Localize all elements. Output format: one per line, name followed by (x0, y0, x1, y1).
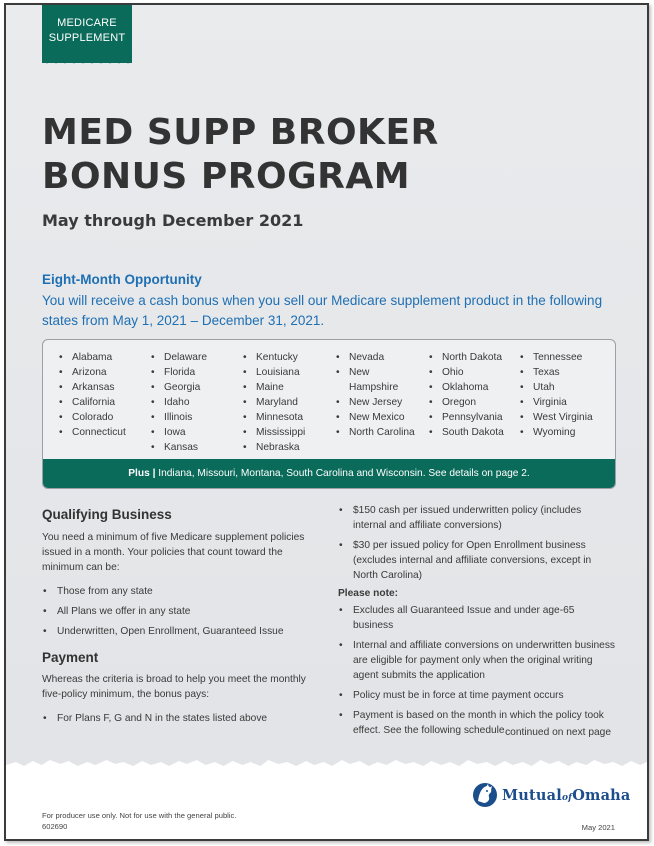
state-item: • Maine (241, 380, 305, 395)
state-item: • Illinois (149, 410, 207, 425)
state-item: • South Dakota (427, 425, 504, 440)
state-item: • Virginia (518, 395, 593, 410)
state-item: • Georgia (149, 380, 207, 395)
state-item: • New (334, 365, 415, 380)
state-item: • Arizona (57, 365, 126, 380)
state-item: • Florida (149, 365, 207, 380)
document-page (4, 3, 649, 841)
states-column-3 (241, 350, 305, 455)
plus-label: Plus | (128, 468, 156, 479)
list-item: • $150 cash per issued underwritten policy (includes internal and affiliate conversions) (338, 503, 616, 533)
title-line-1: MED SUPP BROKER (42, 112, 439, 153)
list-item: • $30 per issued policy for Open Enrollment business (excludes internal and affiliate conversions, except in North Carolina) (338, 538, 616, 583)
state-item: • Louisiana (241, 365, 305, 380)
qualifying-intro: You need a minimum of five Medicare supplement policies issued in a month. Your policies that count toward the minimum can be: (42, 532, 305, 573)
notes-list (338, 603, 616, 738)
state-item: • Mississippi (241, 425, 305, 440)
states-column-6 (518, 350, 593, 440)
state-item: • Nebraska (241, 440, 305, 455)
medicare-supplement-tab (42, 5, 132, 63)
list-item: • Policy must be in force at time payment occurs (338, 688, 616, 703)
list-item: • Excludes all Guaranteed Issue and under age-65 business (338, 603, 616, 633)
state-item: • Utah (518, 380, 593, 395)
opportunity-heading: Eight-Month Opportunity (42, 272, 202, 287)
footer-date: May 2021 (581, 823, 615, 832)
payment-heading: Payment (42, 650, 99, 665)
states-column-5 (427, 350, 504, 440)
state-item: • Oklahoma (427, 380, 504, 395)
list-item: • Those from any state (42, 584, 314, 599)
opportunity-text: You will receive a cash bonus when you sell our Medicare supplement product in the following states from May 1, 2021 – December 31, 2021. (42, 293, 603, 328)
qualifying-heading: Qualifying Business (42, 507, 172, 522)
title-line-2: BONUS PROGRAM (42, 156, 411, 197)
states-column-4 (334, 350, 415, 440)
state-item: • Iowa (149, 425, 207, 440)
payment-intro: Whereas the criteria is broad to help you meet the monthly five-policy minimum, the bonus pays: (42, 674, 306, 700)
states-column-1 (57, 350, 126, 440)
state-item: • Ohio (427, 365, 504, 380)
list-item: • All Plans we offer in any state (42, 604, 314, 619)
logo-word-of: of (561, 793, 573, 803)
state-item: • Kansas (149, 440, 207, 455)
state-item: • Oregon (427, 395, 504, 410)
states-column-2 (149, 350, 207, 455)
plus-text: Indiana, Missouri, Montana, South Carolina and Wisconsin. See details on page 2. (155, 468, 530, 479)
state-item: • Idaho (149, 395, 207, 410)
state-item: • Delaware (149, 350, 207, 365)
footer-note-2: 602690 (42, 822, 68, 831)
qualifying-list (42, 584, 314, 639)
list-item: • Payment is based on the month in which the policy took effect. See the following schedule. (338, 708, 616, 738)
tab-line-1: MEDICARE (57, 17, 117, 29)
state-item: • West Virginia (518, 410, 593, 425)
state-item-continued: Hampshire (349, 382, 399, 393)
state-item: • Kentucky (241, 350, 305, 365)
tab-line-2: SUPPLEMENT (48, 32, 126, 44)
state-item: • California (57, 395, 126, 410)
state-item: • Arkansas (57, 380, 126, 395)
bonus-pay-list (338, 503, 616, 583)
payment-list (42, 711, 314, 726)
list-item: • Underwritten, Open Enrollment, Guaranteed Issue (42, 624, 314, 639)
state-item: • North Dakota (427, 350, 504, 365)
state-item: • Connecticut (57, 425, 126, 440)
state-item: • North Carolina (334, 425, 415, 440)
state-item: • Minnesota (241, 410, 305, 425)
state-item: • Maryland (241, 395, 305, 410)
logo-word-omaha: Omaha (572, 787, 631, 804)
states-box (42, 339, 616, 489)
mutual-of-omaha-logo (472, 781, 631, 813)
plus-states-bar (43, 459, 615, 488)
continued-note: continued on next page (505, 727, 611, 738)
logo-word-mutual: Mutual (502, 787, 562, 804)
state-item: • New Jersey (334, 395, 415, 410)
state-item: • New Mexico (334, 410, 415, 425)
state-item: • Nevada (334, 350, 415, 365)
indian-head-logo-icon (472, 781, 498, 809)
footer-disclaimer (42, 810, 236, 832)
state-item: • Texas (518, 365, 593, 380)
logo-wordmark (502, 787, 631, 804)
state-item: • Wyoming (518, 425, 593, 440)
page-title (42, 111, 522, 199)
list-item: • Internal and affiliate conversions on underwritten business are eligible for payment only when the original writing agent submits the application (338, 638, 616, 683)
note-heading: Please note: (338, 588, 399, 599)
state-item: • Colorado (57, 410, 126, 425)
page-subtitle: May through December 2021 (42, 211, 304, 230)
state-item: • Alabama (57, 350, 126, 365)
state-item: • Pennsylvania (427, 410, 504, 425)
footer-note-1: For producer use only. Not for use with the general public. (42, 811, 237, 820)
list-item: • For Plans F, G and N in the states listed above (42, 711, 314, 726)
state-item: • Tennessee (518, 350, 593, 365)
